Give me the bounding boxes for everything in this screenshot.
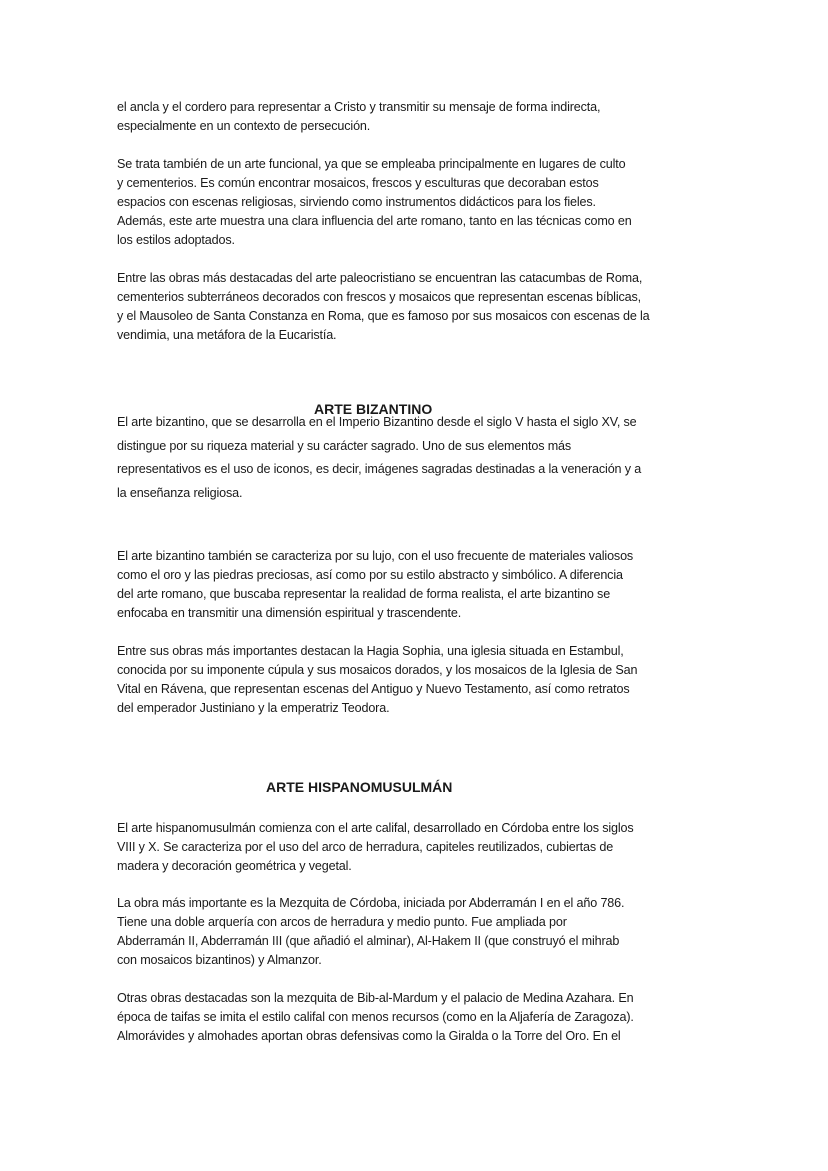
text-line: Se trata también de un arte funcional, ya que se empleaba principalmente en lugares de culto <box>117 157 626 171</box>
text-line: representativos es el uso de iconos, es decir, imágenes sagradas destinadas a la veneración y a <box>117 462 642 477</box>
paragraph <box>117 547 633 623</box>
text-line: espacios con escenas religiosas, sirviendo como instrumentos didácticos para los fieles. <box>117 195 596 209</box>
text-line: El arte bizantino también se caracteriza por su lujo, con el uso frecuente de materiales valiosos <box>117 549 634 563</box>
text-line: época de taifas se imita el estilo califal con menos recursos (como en la Aljafería de Zaragoza). <box>117 1010 634 1024</box>
text-line: Entre sus obras más importantes destacan la Hagia Sophia, una iglesia situada en Estambul, <box>117 644 624 658</box>
paragraph <box>117 894 624 970</box>
text-line: el ancla y el cordero para representar a Cristo y transmitir su mensaje de forma indirecta, <box>117 100 601 114</box>
text-line: del arte romano, que buscaba representar la realidad de forma realista, el arte bizantino se <box>117 587 611 601</box>
section-heading: ARTE BIZANTINO <box>314 401 433 417</box>
text-line: La obra más importante es la Mezquita de Córdoba, iniciada por Abderramán I en el año 786. <box>117 896 625 910</box>
text-line: vendimia, una metáfora de la Eucaristía. <box>117 328 337 342</box>
paragraph <box>117 819 634 876</box>
text-line: la enseñanza religiosa. <box>117 485 243 500</box>
text-line: y cementerios. Es común encontrar mosaicos, frescos y esculturas que decoraban estos <box>117 176 599 190</box>
text-line: y el Mausoleo de Santa Constanza en Roma, que es famoso por sus mosaicos con escenas de la <box>117 309 650 323</box>
text-line: los estilos adoptados. <box>117 233 235 247</box>
text-line: El arte hispanomusulmán comienza con el arte califal, desarrollado en Córdoba entre los siglos <box>117 821 634 835</box>
text-line: El arte bizantino, que se desarrolla en el Imperio Bizantino desde el siglo V hasta el siglo XV, se <box>117 415 637 429</box>
text-line: con mosaicos bizantinos) y Almanzor. <box>117 953 322 967</box>
paragraph <box>117 989 634 1046</box>
text-line: Tiene una doble arquería con arcos de herradura y medio punto. Fue ampliada por <box>117 915 567 929</box>
text-line: Almorávides y almohades aportan obras defensivas como la Giralda o la Torre del Oro. En el <box>117 1029 621 1043</box>
paragraph <box>117 269 650 345</box>
text-line: conocida por su imponente cúpula y sus mosaicos dorados, y los mosaicos de la Iglesia de San <box>117 663 638 677</box>
text-line: del emperador Justiniano y la emperatriz Teodora. <box>117 701 390 715</box>
paragraph <box>117 155 632 250</box>
text-line: enfocaba en transmitir una dimensión espiritual y trascendente. <box>117 606 462 620</box>
text-line: Además, este arte muestra una clara influencia del arte romano, tanto en las técnicas como en <box>117 214 632 228</box>
text-line: Entre las obras más destacadas del arte paleocristiano se encuentran las catacumbas de Roma, <box>117 271 643 285</box>
text-line: distingue por su riqueza material y su carácter sagrado. Uno de sus elementos más <box>117 438 572 453</box>
text-line: madera y decoración geométrica y vegetal. <box>117 859 352 873</box>
text-line: Abderramán II, Abderramán III (que añadió el alminar), Al-Hakem II (que construyó el mihrab <box>117 934 620 948</box>
paragraph <box>117 98 600 136</box>
paragraph <box>117 642 637 718</box>
section-heading: ARTE HISPANOMUSULMÁN <box>266 779 453 795</box>
text-line: como el oro y las piedras preciosas, así como por su estilo abstracto y simbólico. A diferencia <box>117 568 623 582</box>
text-line: cementerios subterráneos decorados con frescos y mosaicos que representan escenas bíblicas, <box>117 290 641 304</box>
text-line: especialmente en un contexto de persecución. <box>117 119 371 133</box>
text-line: Otras obras destacadas son la mezquita de Bib-al-Mardum y el palacio de Medina Azahara. En <box>117 991 634 1005</box>
text-line: VIII y X. Se caracteriza por el uso del arco de herradura, capiteles reutilizados, cubiertas de <box>117 840 614 854</box>
text-line: Vital en Rávena, que representan escenas del Antiguo y Nuevo Testamento, así como retratos <box>117 682 630 696</box>
paragraph <box>117 411 641 505</box>
